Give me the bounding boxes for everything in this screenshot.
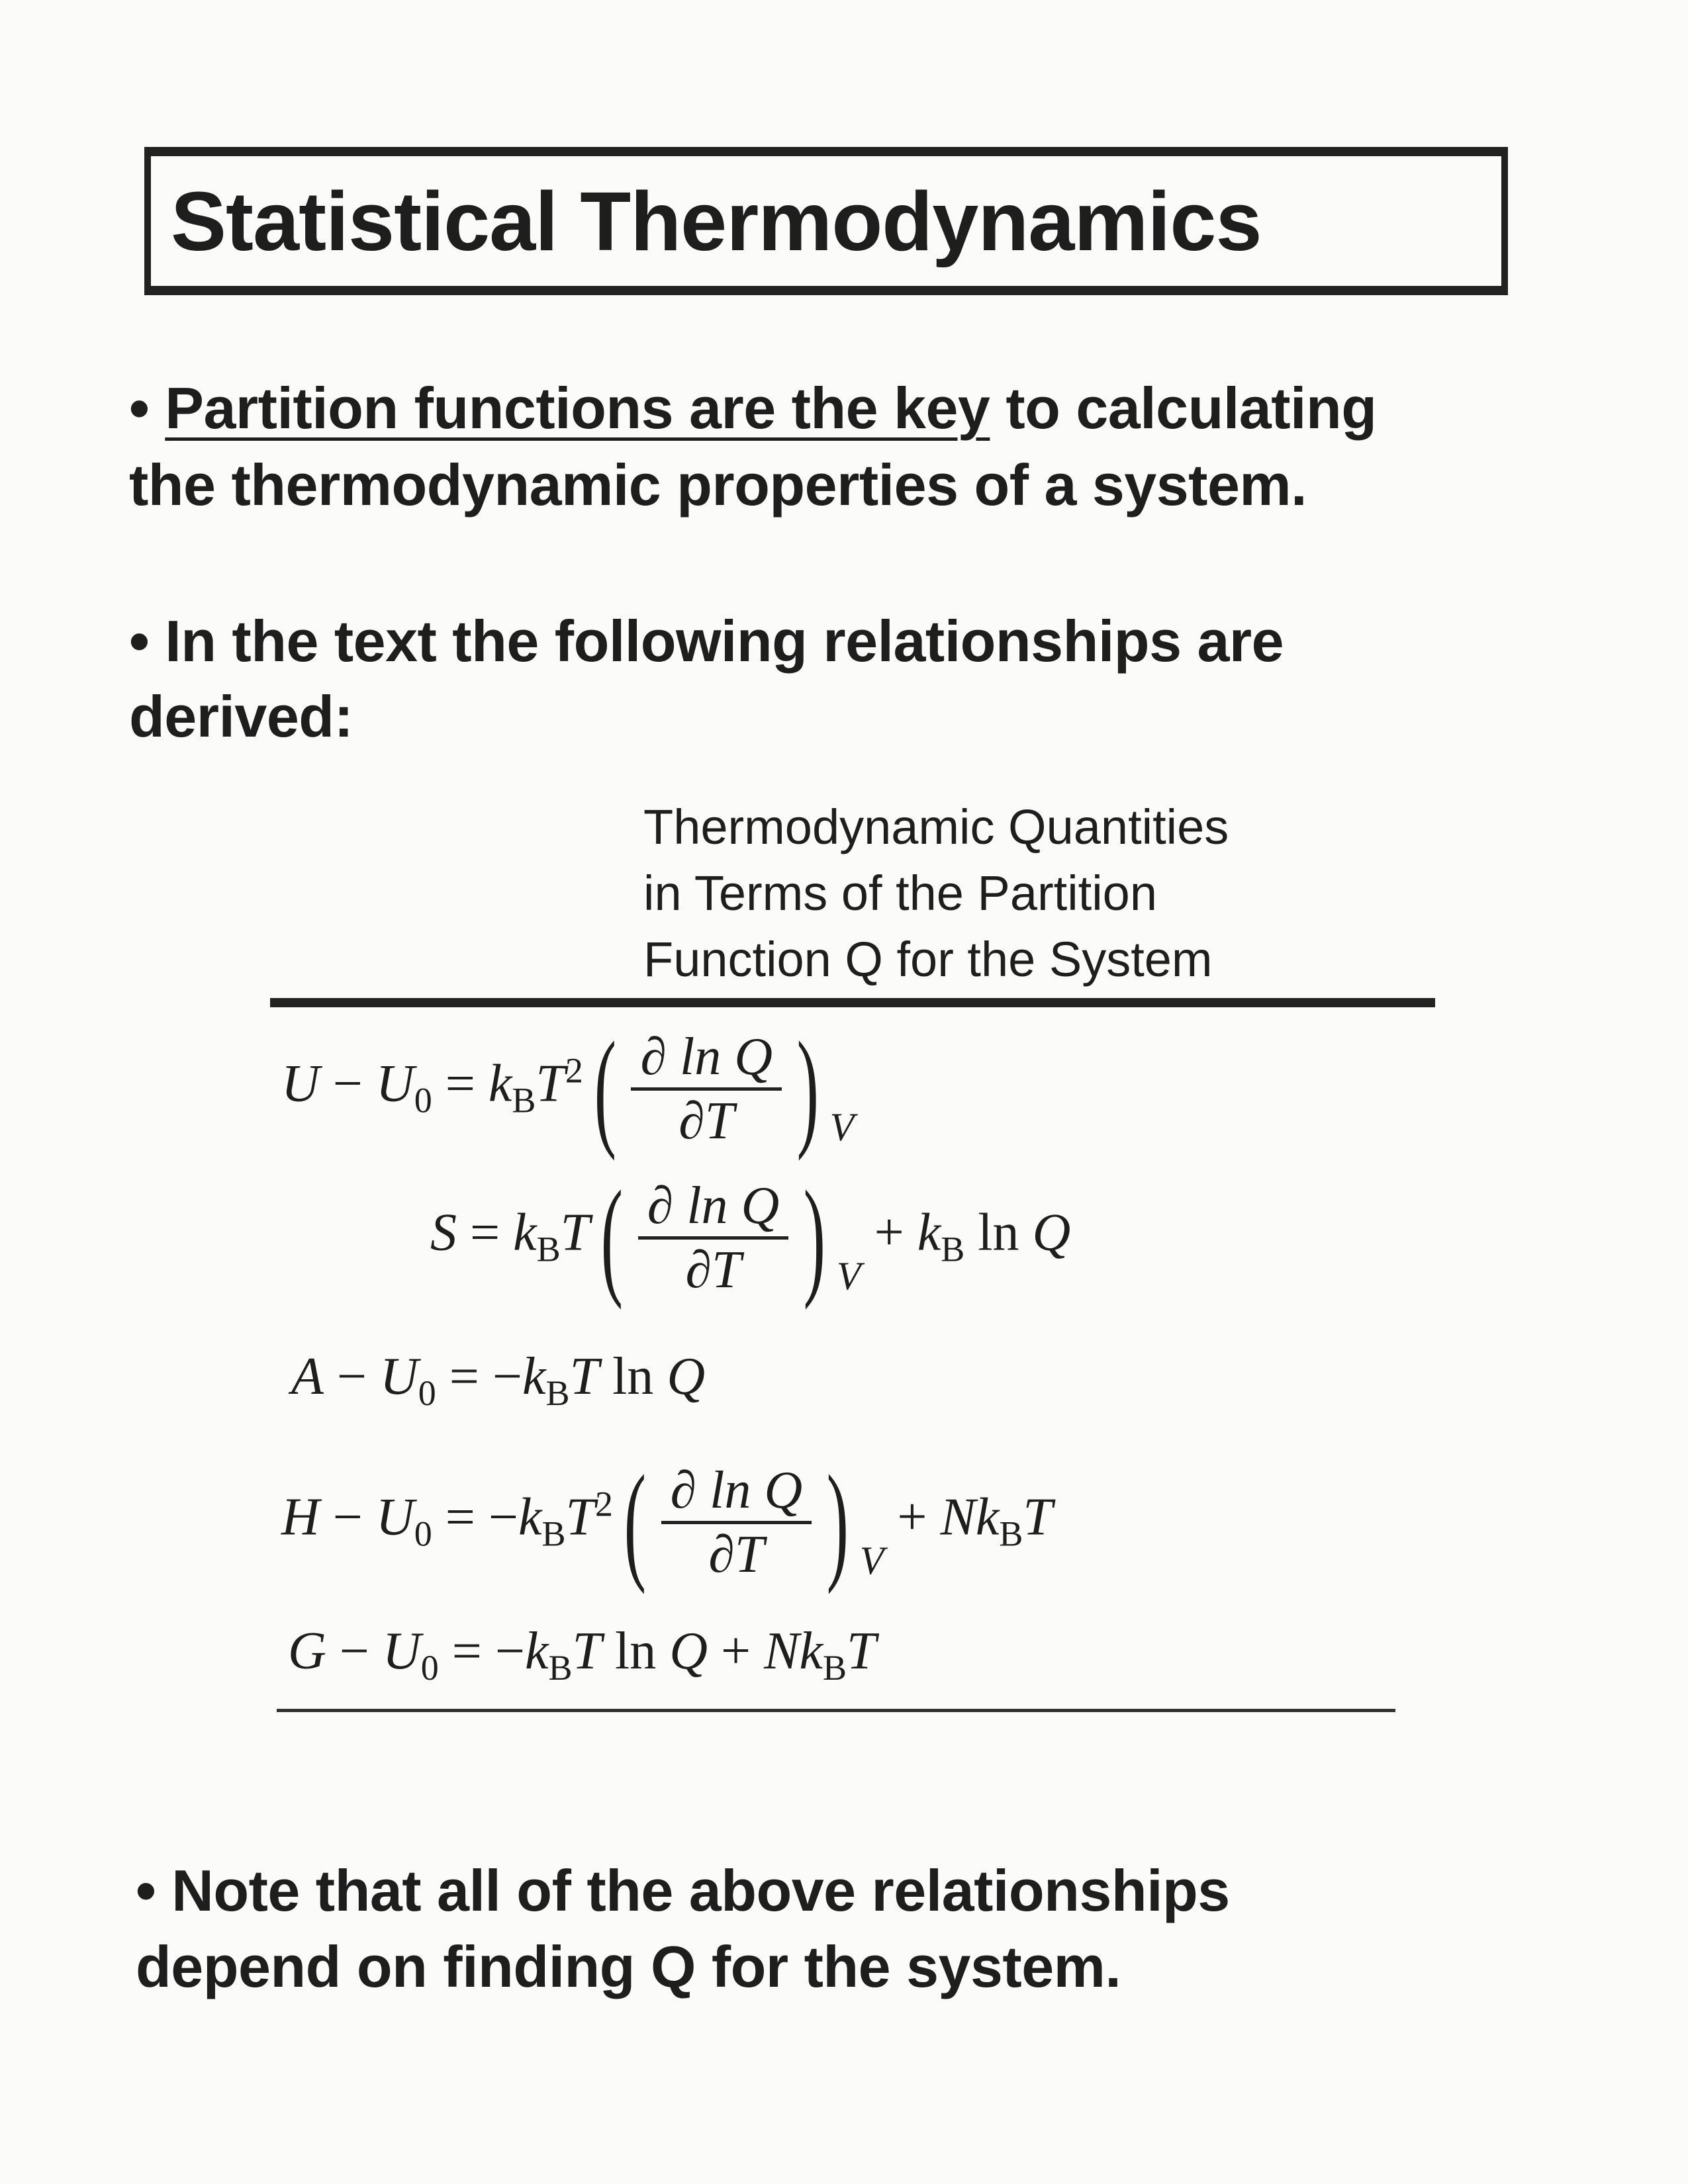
bullet-3-line1: Note that all of the above relationships <box>171 1858 1230 1923</box>
equation-helmholtz: $A - U_0 = -k_BT$ ln Q <box>291 1347 706 1413</box>
equation-enthalpy: $H - U_0 = -k_BT^2$( $\frac{\text{∂ ln Q}}{\partial T}$ ) $_V + Nk_BT$ <box>281 1449 1053 1595</box>
equation-gibbs: $G - U_0 = -k_BT$ $\ln Q + Nk_BT$ <box>288 1622 876 1688</box>
emphasis-text: Partition functions are the key <box>165 375 990 441</box>
bullet-icon: • <box>136 1858 156 1923</box>
bullet-2 <box>129 604 1284 679</box>
bullet-1-line1: to calculating <box>990 375 1377 441</box>
bullet-2-line2: derived: <box>129 684 353 749</box>
bullet-icon: • <box>129 608 150 674</box>
table-top-rule <box>270 998 1435 1007</box>
title-box <box>144 147 1508 295</box>
bullet-3 <box>136 1853 1230 1929</box>
page-title: Statistical Thermodynamics <box>171 175 1262 268</box>
bullet-1 <box>129 371 1377 446</box>
table-heading-line: in Terms of the Partition <box>643 866 1157 921</box>
equation-internal-energy: $U - U_0 = k_BT^2$( $\frac{\text{∂ ln Q}}{\partial T}$ ) $_V$ <box>281 1015 855 1161</box>
table-heading-line: Thermodynamic Quantities <box>643 799 1229 854</box>
equation-entropy: $S = k_BT$( $\frac{\text{∂ ln Q}}{\partial T}$ ) $_V + k_B$ ln Q <box>430 1164 1071 1310</box>
bullet-1-line2: the thermodynamic properties of a system. <box>129 452 1307 518</box>
table-heading <box>643 794 1229 993</box>
bullet-2-line1: In the text the following relationships are <box>165 608 1284 674</box>
bullet-3-line2: depend on finding Q for the system. <box>136 1934 1121 1999</box>
table-heading-line: Function Q for the System <box>643 932 1213 987</box>
bullet-icon: • <box>129 375 150 441</box>
table-bottom-rule <box>277 1709 1395 1712</box>
